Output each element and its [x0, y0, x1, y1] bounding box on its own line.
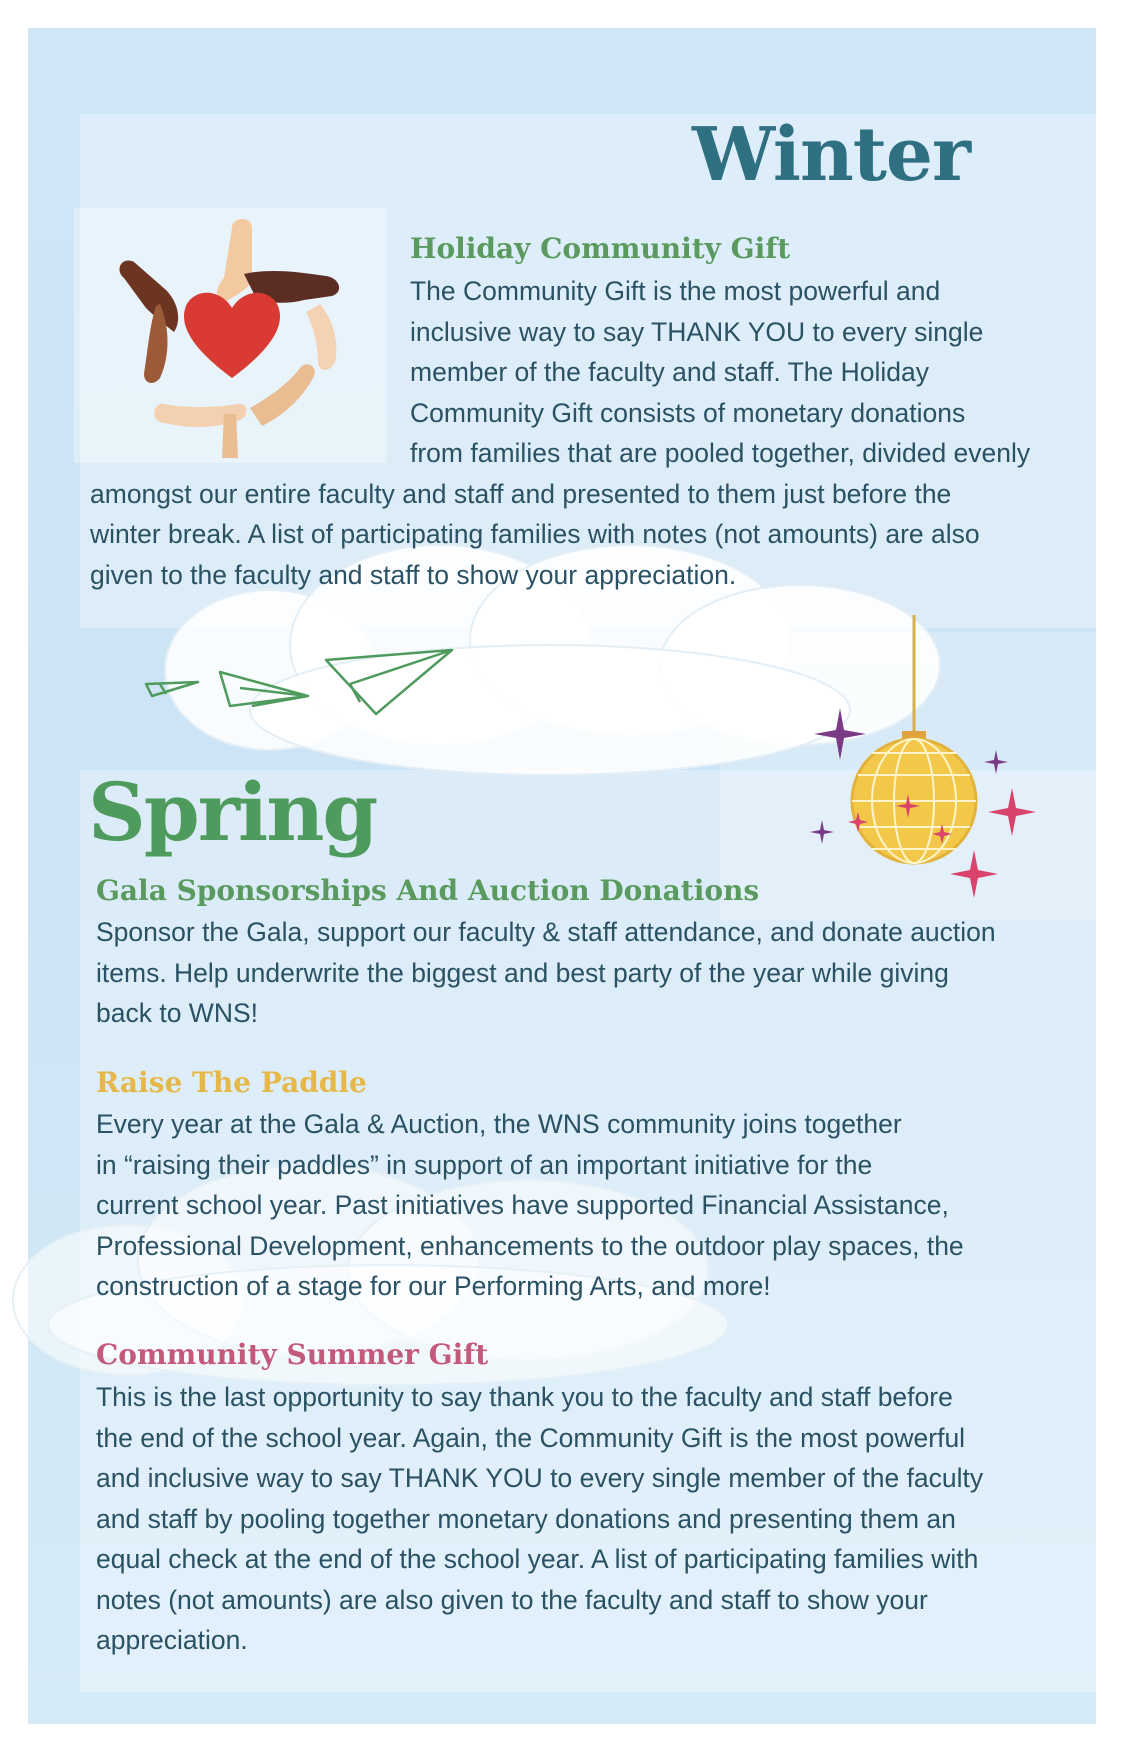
gala-paragraph [96, 912, 996, 1034]
holiday-line: member of the faculty and staff. The Holiday [410, 357, 929, 387]
paddle-heading: Raise The Paddle [96, 1066, 367, 1099]
gala-line: items. Help underwrite the biggest and best party of the year while giving [96, 957, 949, 988]
holiday-line: The Community Gift is the most powerful and [410, 276, 941, 306]
gala-line: Sponsor the Gala, support our faculty & staff attendance, and donate auction [96, 917, 996, 947]
holiday-gift-paragraph [90, 271, 1031, 595]
gala-heading: Gala Sponsorships And Auction Donations [96, 874, 760, 907]
summer-gift-heading: Community Summer Gift [96, 1338, 489, 1371]
paddle-line: in “raising their paddles” in support of an important initiative for the [96, 1149, 873, 1180]
summer-line: appreciation. [96, 1625, 248, 1655]
paper-plane-icon [140, 640, 460, 730]
paddle-paragraph [96, 1104, 964, 1307]
paddle-line: construction of a stage for our Performing Arts, and more! [96, 1271, 771, 1301]
holiday-line: inclusive way to say THANK YOU to every single [410, 316, 984, 347]
summer-line: notes (not amounts) are also given to the faculty and staff to show your [96, 1584, 928, 1615]
winter-title: Winter [692, 112, 970, 198]
sparkle-icon [810, 700, 1040, 900]
holiday-line: given to the faculty and staff to show your appreciation. [90, 559, 737, 590]
holiday-line: amongst our entire faculty and staff and presented to them just before the [90, 478, 952, 509]
summer-gift-paragraph [96, 1377, 983, 1661]
paddle-line: current school year. Past initiatives have supported Financial Assistance, [96, 1190, 949, 1220]
summer-line: and staff by pooling together monetary donations and presenting them an [96, 1503, 956, 1534]
hands-heart-illustration [74, 208, 386, 463]
holiday-line: from families that are pooled together, divided evenly [410, 438, 1031, 468]
summer-line: and inclusive way to say THANK YOU to every single member of the faculty [96, 1463, 984, 1493]
summer-line: equal check at the end of the school year. A list of participating families with [96, 1544, 979, 1574]
hands-box [74, 208, 386, 463]
paddle-line: Every year at the Gala & Auction, the WNS community joins together [96, 1109, 902, 1139]
spring-title: Spring [88, 765, 377, 859]
holiday-gift-heading: Holiday Community Gift [410, 232, 791, 265]
holiday-line: Community Gift consists of monetary donations [410, 397, 966, 428]
paddle-line: Professional Development, enhancements to the outdoor play spaces, the [96, 1230, 964, 1261]
summer-line: the end of the school year. Again, the Community Gift is the most powerful [96, 1422, 966, 1453]
holiday-line: winter break. A list of participating families with notes (not amounts) are also [90, 519, 980, 549]
summer-line: This is the last opportunity to say thank you to the faculty and staff before [96, 1382, 953, 1412]
gala-line: back to WNS! [96, 998, 258, 1028]
